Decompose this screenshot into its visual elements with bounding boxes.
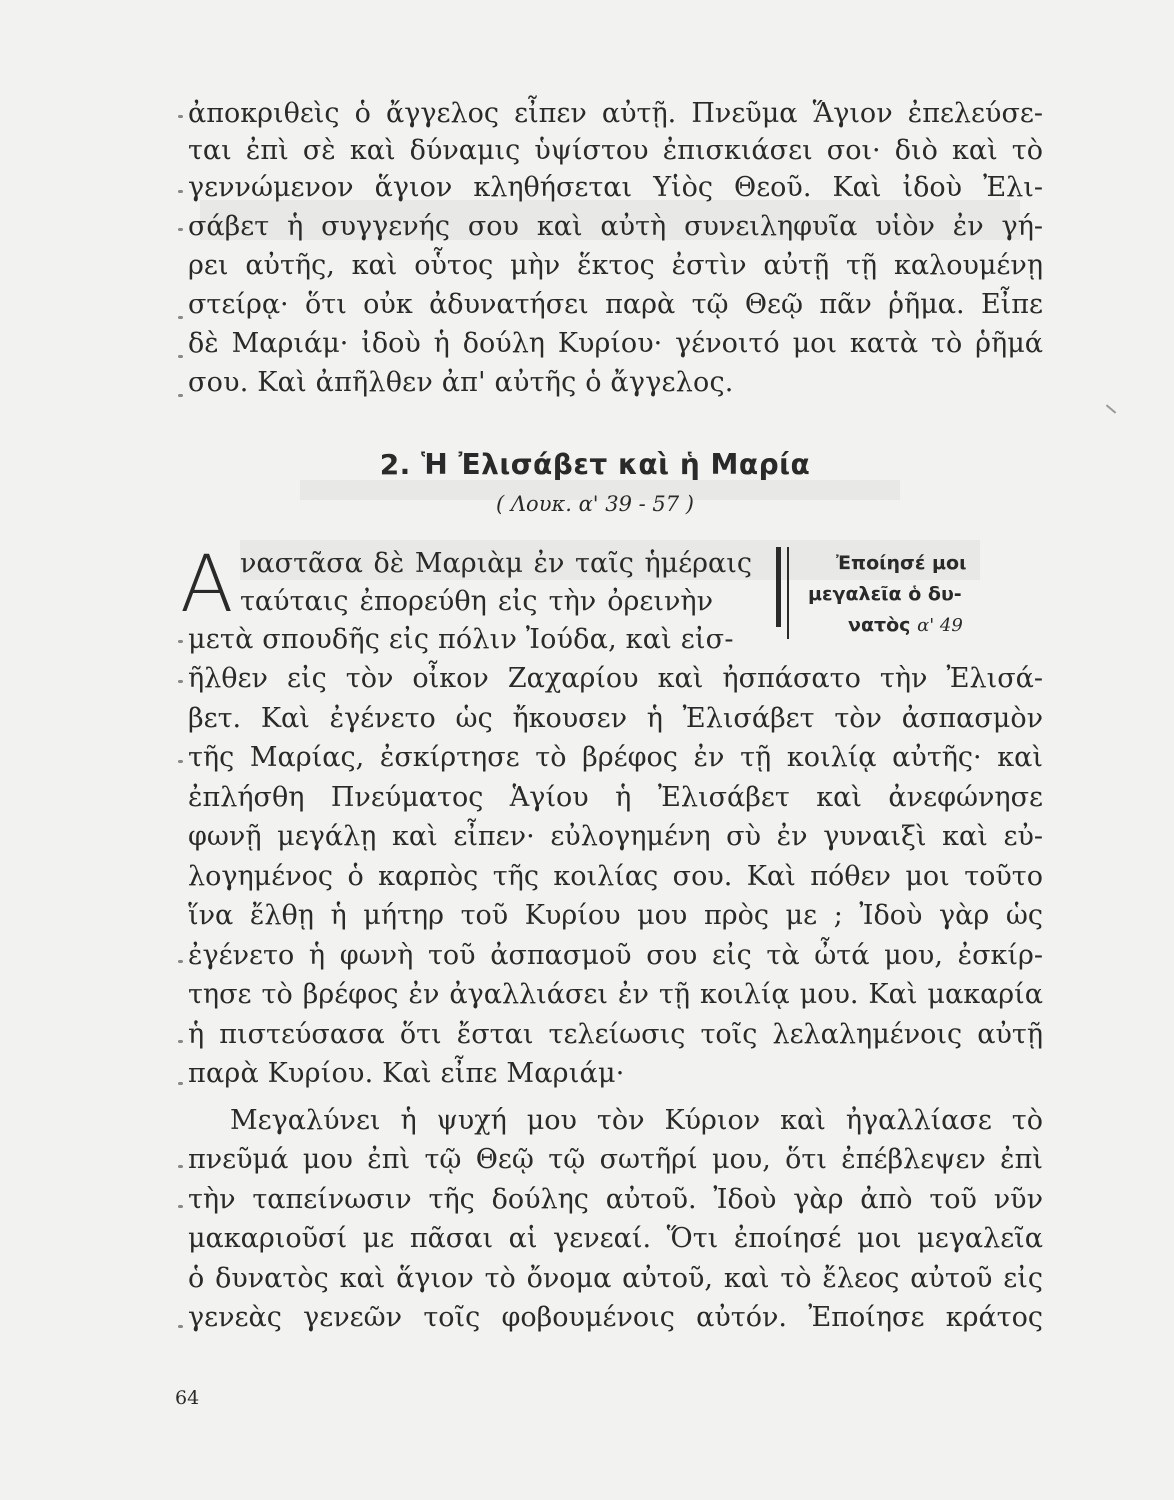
text-line: φωνῇ μεγάλῃ καὶ εἶπεν· εὐλογημένη σὺ ἐν γυναιξὶ καὶ εὐ- <box>188 821 1043 852</box>
sidebar-line: μεγαλεῖα ὁ δυ- <box>808 583 962 605</box>
sidebar-line: νατὸς <box>848 614 911 636</box>
text-line: στείρᾳ· ὅτι οὐκ ἀδυνατήσει παρὰ τῷ Θεῷ πᾶν ῥῆμα. Εἶπε <box>188 289 1043 320</box>
margin-mark <box>178 394 183 397</box>
margin-mark <box>178 640 183 643</box>
section-reference: ( Λουκ. α' 39 - 57 ) <box>496 492 694 516</box>
text-line: μακαριοῦσί με πᾶσαι αἱ γενεαί. Ὅτι ἐποίησέ μοι μεγαλεῖα <box>188 1223 1043 1254</box>
margin-mark <box>178 760 183 763</box>
margin-mark <box>178 316 183 319</box>
sidebar-line-last <box>808 610 1038 641</box>
margin-mark <box>178 190 183 193</box>
text-line: δὲ Μαριάμ· ἰδοὺ ἡ δούλη Κυρίου· γένοιτό μοι κατὰ τὸ ῥῆμά <box>188 328 1043 359</box>
sidebar-note <box>808 548 1038 641</box>
sidebar-line: Ἐποίησέ μοι <box>836 552 967 574</box>
text-line: ἡ πιστεύσασα ὅτι ἔσται τελείωσις τοῖς λελαλημένοις αὐτῇ <box>188 1019 1043 1050</box>
margin-mark <box>178 1165 183 1168</box>
margin-mark <box>178 680 183 683</box>
sidebar-rule-thin <box>787 547 789 639</box>
drop-cap: Α <box>180 540 234 630</box>
section-heading: 2. Ἡ Ἐλισάβετ καὶ ἡ Μαρία <box>379 448 811 481</box>
margin-mark <box>178 1082 183 1085</box>
margin-mark <box>178 355 183 358</box>
text-line: τῆς Μαρίας, ἐσκίρτησε τὸ βρέφος ἐν τῇ κοιλίᾳ αὐτῆς· καὶ <box>188 742 1043 773</box>
page-number: 64 <box>175 1387 200 1409</box>
text-line: λογημένος ὁ καρπὸς τῆς κοιλίας σου. Καὶ πόθεν μοι τοῦτο <box>188 861 1043 892</box>
text-line: ῆλθεν εἰς τὸν οἶκον Ζαχαρίου καὶ ἠσπάσατο τὴν Ἐλισά- <box>188 663 1043 694</box>
text-line: ται ἐπὶ σὲ καὶ δύναμις ὑψίστου ἐπισκιάσει σοι· διὸ καὶ τὸ <box>188 135 1043 166</box>
sidebar-reference: α' 49 <box>917 615 963 636</box>
text-line: ὁ δυνατὸς καὶ ἅγιον τὸ ὄνομα αὐτοῦ, καὶ τὸ ἔλεος αὐτοῦ εἰς <box>188 1263 1043 1294</box>
margin-mark <box>178 1040 183 1043</box>
text-line: ναστᾶσα δὲ Μαριὰμ ἐν ταῖς ἡμέραις <box>240 548 752 579</box>
text-line: γενεὰς γενεῶν τοῖς φοβουμένοις αὐτόν. Ἐποίησε κράτος <box>188 1302 1043 1333</box>
text-line: ἐγένετο ἡ φωνὴ τοῦ ἀσπασμοῦ σου εἰς τὰ ὦτά μου, ἐσκίρ- <box>188 940 1043 971</box>
text-line: ἀποκριθεὶς ὁ ἄγγελος εἶπεν αὐτῇ. Πνεῦμα Ἅγιον ἐπελεύσε- <box>188 98 1043 129</box>
text-line: σου. Καὶ ἀπῆλθεν ἀπ' αὐτῆς ὁ ἄγγελος. <box>188 367 734 398</box>
text-line: Μεγαλύνει ἡ ψυχή μου τὸν Κύριον καὶ ἠγαλλίασε τὸ <box>230 1105 1043 1136</box>
text-line: βετ. Καὶ ἐγένετο ὡς ἤκουσεν ἡ Ἐλισάβετ τὸν ἀσπασμὸν <box>188 703 1043 734</box>
text-line: σάβετ ἡ συγγενής σου καὶ αὐτὴ συνειληφυῖα υἱὸν ἐν γή- <box>188 211 1043 242</box>
margin-mark <box>178 960 183 963</box>
margin-mark <box>178 1325 183 1328</box>
text-line: ἐπλήσθη Πνεύματος Ἁγίου ἡ Ἐλισάβετ καὶ ἀνεφώνησε <box>188 782 1043 813</box>
margin-mark <box>178 228 183 231</box>
text-line: ρει αὐτῆς, καὶ οὗτος μὴν ἕκτος ἐστὶν αὐτῇ τῇ καλουμένῃ <box>188 250 1043 281</box>
text-line: παρὰ Κυρίου. Καὶ εἶπε Μαριάμ· <box>188 1058 625 1089</box>
text-line: πνεῦμά μου ἐπὶ τῷ Θεῷ τῷ σωτῆρί μου, ὅτι ἐπέβλεψεν ἐπὶ <box>188 1144 1043 1175</box>
text-line: ἵνα ἔλθῃ ἡ μήτηρ τοῦ Κυρίου μου πρὸς με ; Ἰδοὺ γὰρ ὡς <box>188 900 1043 931</box>
text-line: τὴν ταπείνωσιν τῆς δούλης αὐτοῦ. Ἰδοὺ γὰρ ἀπὸ τοῦ νῦν <box>188 1184 1043 1215</box>
margin-mark <box>178 115 183 118</box>
text-line: γεννώμενον ἅγιον κληθήσεται Υἱὸς Θεοῦ. Καὶ ἰδοὺ Ἐλι- <box>188 172 1043 203</box>
text-line: τησε τὸ βρέφος ἐν ἀγαλλιάσει ἐν τῇ κοιλίᾳ μου. Καὶ μακαρία <box>188 979 1043 1010</box>
margin-mark <box>178 1205 183 1208</box>
text-line: μετὰ σπουδῆς εἰς πόλιν Ἰούδα, καὶ εἰσ- <box>188 624 734 655</box>
text-line: ταύταις ἐπορεύθη εἰς τὴν ὀρεινὴν <box>240 586 713 617</box>
stray-mark <box>1106 404 1116 413</box>
sidebar-rule <box>776 547 781 627</box>
